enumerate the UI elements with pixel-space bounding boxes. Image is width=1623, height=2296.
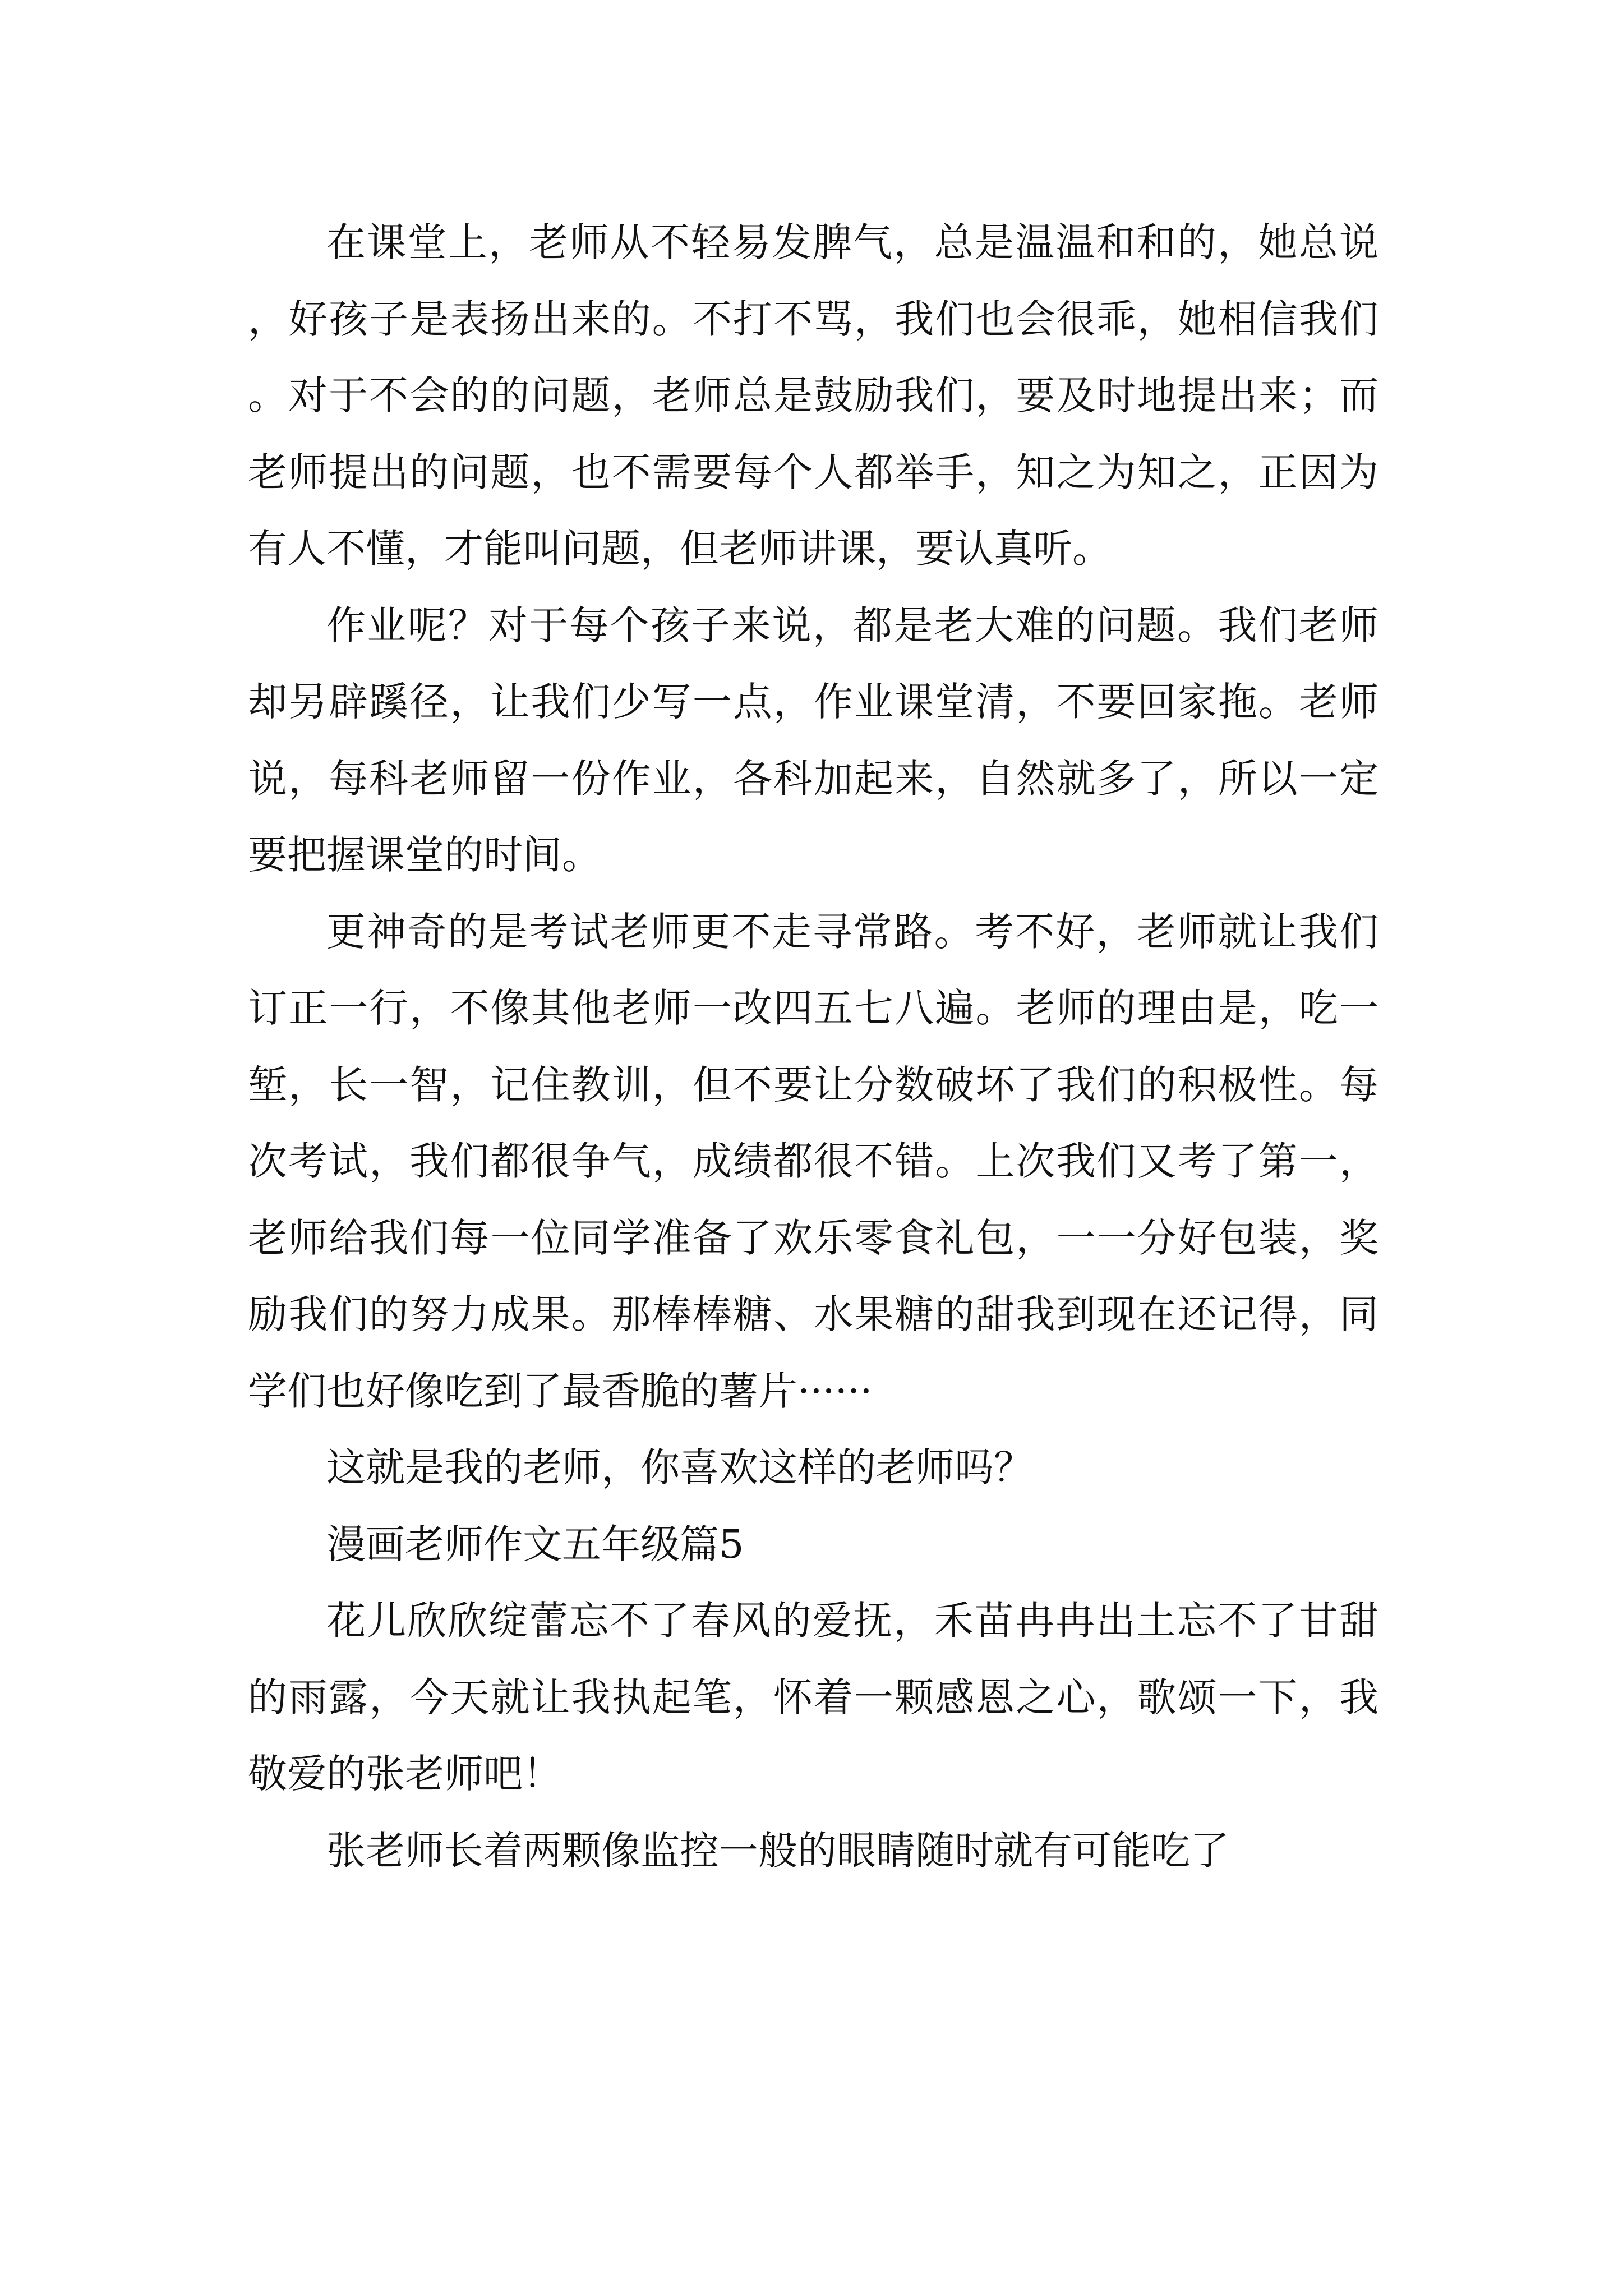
document-body [248,204,1378,1889]
paragraph-classroom: 在课堂上，老师从不轻易发脾气，总是温温和和的，她总说，好孩子是表扬出来的。不打不骂，我们也会很乖，她相信我们。对于不会的的问题，老师总是鼓励我们，要及时地提出来；而老师提出的问题，也不需要每个人都举手，知之为知之，正因为有人不懂，才能叫问题，但老师讲课，要认真听。 [248,219,1378,572]
paragraph-teacher-description: 张老师长着两颗像监控一般的眼睛随时就有可能吃了 [326,1827,1229,1874]
paragraph-closing-question: 这就是我的老师，你喜欢这样的老师吗？ [326,1444,1033,1490]
paragraph-exams: 更神奇的是考试老师更不走寻常路。考不好，老师就让我们订正一行，不像其他老师一改四五七八遍。老师的理由是，吃一堑，长一智，记住教训，但不要让分数破坏了我们的积极性。每次考试，我们都很争气，成绩都很不错。上次我们又考了第一，老师给我们每一位同学准备了欢乐零食礼包，一一分好包装，奖励我们的努力成果。那棒棒糖、水果糖的甜我到现在还记得，同学们也好像吃到了最香脆的薯片······ [248,908,1378,1414]
paragraph-homework: 作业呢？对于每个孩子来说，都是老大难的问题。我们老师却另辟蹊径，让我们少写一点，作业课堂清，不要回家拖。老师说，每科老师留一份作业，各科加起来，自然就多了，所以一定要把握课堂的时间。 [248,602,1378,878]
section-heading: 漫画老师作文五年级篇5 [326,1521,744,1567]
paragraph-gratitude: 花儿欣欣绽蕾忘不了春风的爱抚，禾苗冉冉出土忘不了甘甜的雨露，今天就让我执起笔，怀着一颗感恩之心，歌颂一下，我敬爱的张老师吧！ [248,1598,1378,1797]
